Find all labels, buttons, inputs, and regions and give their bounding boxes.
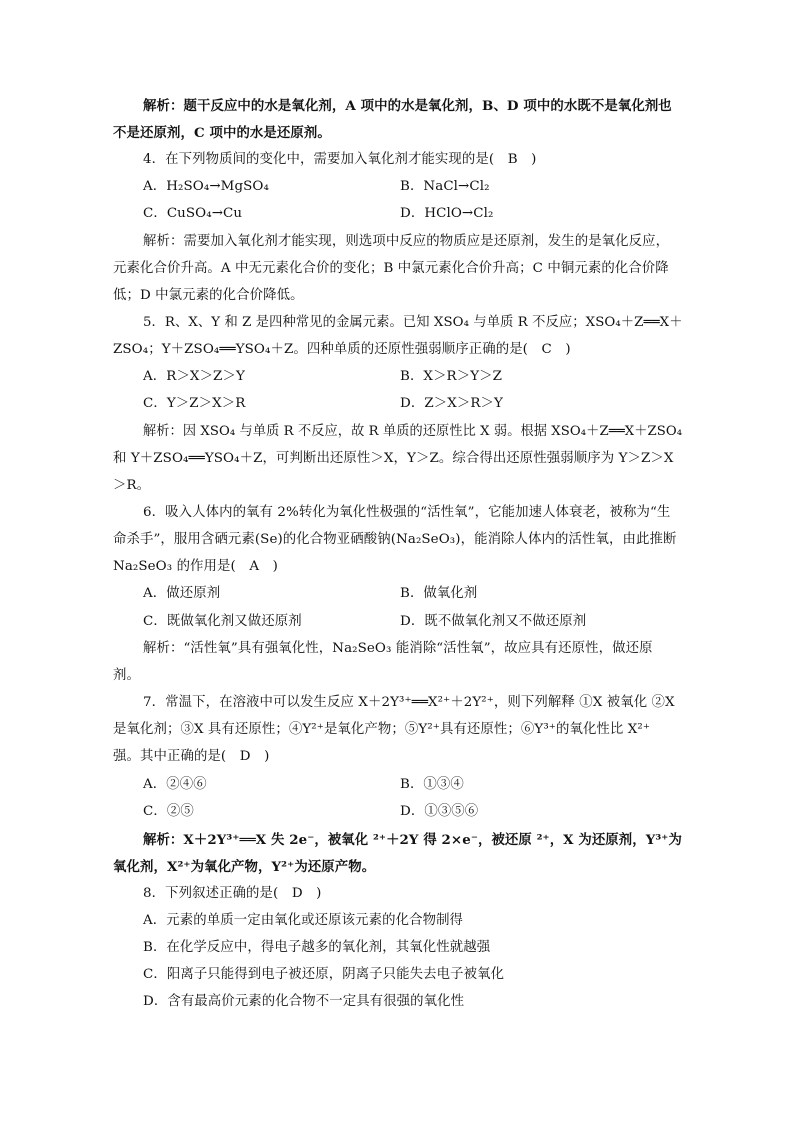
question-4-option-c: C．CuSO₄→Cu [143, 206, 243, 221]
question-7-stem-line1: 7．常温下，在溶液中可以发生反应 X＋2Y³⁺══X²⁺＋2Y²⁺，则下列解释 ①X 被氧化 ②X [143, 695, 675, 710]
question-6-option-b: B．做氧化剂 [400, 586, 478, 601]
question-5-option-a: A．R＞X＞Z＞Y [143, 369, 245, 384]
question-8-option-a: A．元素的单质一定由氧化或还原该元素的化合物制得 [143, 913, 464, 928]
analysis-q3-line2: 不是还原剂，C 项中的水是还原剂。 [113, 125, 331, 141]
question-7-stem-line2: 是氧化剂；③X 具有还原性；④Y²⁺是氧化产物；⑤Y²⁺具有还原性；⑥Y³⁺的氧化性比 X²⁺ [113, 722, 651, 737]
question-6-stem-line1: 6．吸入人体内的氧有 2%转化为氧化性极强的“活性氧”，它能加速人体衰老，被称为“生 [143, 505, 671, 520]
question-6-option-d: D．既不做氧化剂又不做还原剂 [400, 614, 587, 629]
question-5-option-b: B．X＞R＞Y＞Z [400, 369, 503, 384]
question-7-option-d: D．①③⑤⑥ [400, 804, 479, 819]
question-6-option-a: A．做还原剂 [143, 586, 221, 601]
question-8-option-c: C．阳离子只能得到电子被还原，阴离子只能失去电子被氧化 [143, 967, 505, 982]
question-5-stem-line1: 5．R、X、Y 和 Z 是四种常见的金属元素。已知 XSO₄ 与单质 R 不反应；XSO₄＋Z══X＋ [143, 315, 683, 330]
analysis-q6-line2: 剂。 [113, 668, 140, 683]
question-7-option-a: A．②④⑥ [143, 777, 207, 792]
question-8-option-d: D．含有最高价元素的化合物不一定具有很强的氧化性 [143, 994, 465, 1009]
question-5-option-c: C．Y＞Z＞X＞R [143, 396, 246, 411]
analysis-q4-line1: 解析：需要加入氧化剂才能实现，则选项中反应的物质应是还原剂，发生的是氧化反应， [143, 234, 670, 249]
question-7-stem-line3: 强。其中正确的是( D ) [113, 749, 270, 764]
question-4-option-b: B．NaCl→Cl₂ [400, 179, 490, 194]
question-6-stem-line3: Na₂SeO₃ 的作用是( A ) [113, 559, 278, 574]
question-4-option-a: A．H₂SO₄→MgSO₄ [143, 179, 269, 194]
analysis-q4-line2: 元素化合价升高。A 中无元素化合价的变化；B 中氯元素化合价升高；C 中铜元素的化合价降 [113, 261, 669, 276]
question-5-option-d: D．Z＞X＞R＞Y [400, 396, 503, 411]
analysis-q5-line2: 和 Y＋ZSO₄══YSO₄＋Z，可判断出还原性＞X，Y＞Z。综合得出还原性强弱顺序为 Y＞Z＞X [113, 451, 674, 466]
question-7-option-b: B．①③④ [400, 777, 464, 792]
analysis-q7-line2: 氧化剂，X²⁺为氧化产物，Y²⁺为还原产物。 [113, 859, 376, 875]
question-6-option-c: C．既做氧化剂又做还原剂 [143, 614, 302, 629]
question-8-stem: 8．下列叙述正确的是( D ) [143, 886, 322, 901]
question-4-stem: 4．在下列物质间的变化中，需要加入氧化剂才能实现的是( B ) [143, 152, 537, 167]
question-6-stem-line2: 命杀手”，服用含硒元素(Se)的化合物亚硒酸钠(Na₂SeO₃)，能消除人体内的活性氧，由此推断 [113, 532, 677, 547]
analysis-q7-line1: 解析：X＋2Y³⁺══X 失 2e⁻，被氧化 ²⁺＋2Y 得 2×e⁻，被还原 ²⁺，X 为还原剂，Y³⁺为 [143, 832, 682, 848]
analysis-q4-line3: 低；D 中氯元素的化合价降低。 [113, 288, 304, 303]
question-4-option-d: D．HClO→Cl₂ [400, 206, 494, 221]
question-8-option-b: B．在化学反应中，得电子越多的氧化剂，其氧化性就越强 [143, 940, 491, 955]
analysis-q6-line1: 解析：“活性氧”具有强氧化性，Na₂SeO₃ 能消除“活性氧”，故应具有还原性，做还原 [143, 641, 653, 656]
question-7-option-c: C．②⑤ [143, 804, 194, 819]
question-5-stem-line2: ZSO₄；Y＋ZSO₄══YSO₄＋Z。四种单质的还原性强弱顺序正确的是( C ) [113, 342, 571, 357]
analysis-q3-line1: 解析：题干反应中的水是氧化剂，A 项中的水是氧化剂，B、D 项中的水既不是氧化剂也 [143, 98, 672, 114]
analysis-q5-line1: 解析：因 XSO₄ 与单质 R 不反应，故 R 单质的还原性比 X 弱。根据 XSO₄＋Z══X＋ZSO₄ [143, 424, 683, 439]
analysis-q5-line3: ＞R。 [113, 478, 151, 493]
